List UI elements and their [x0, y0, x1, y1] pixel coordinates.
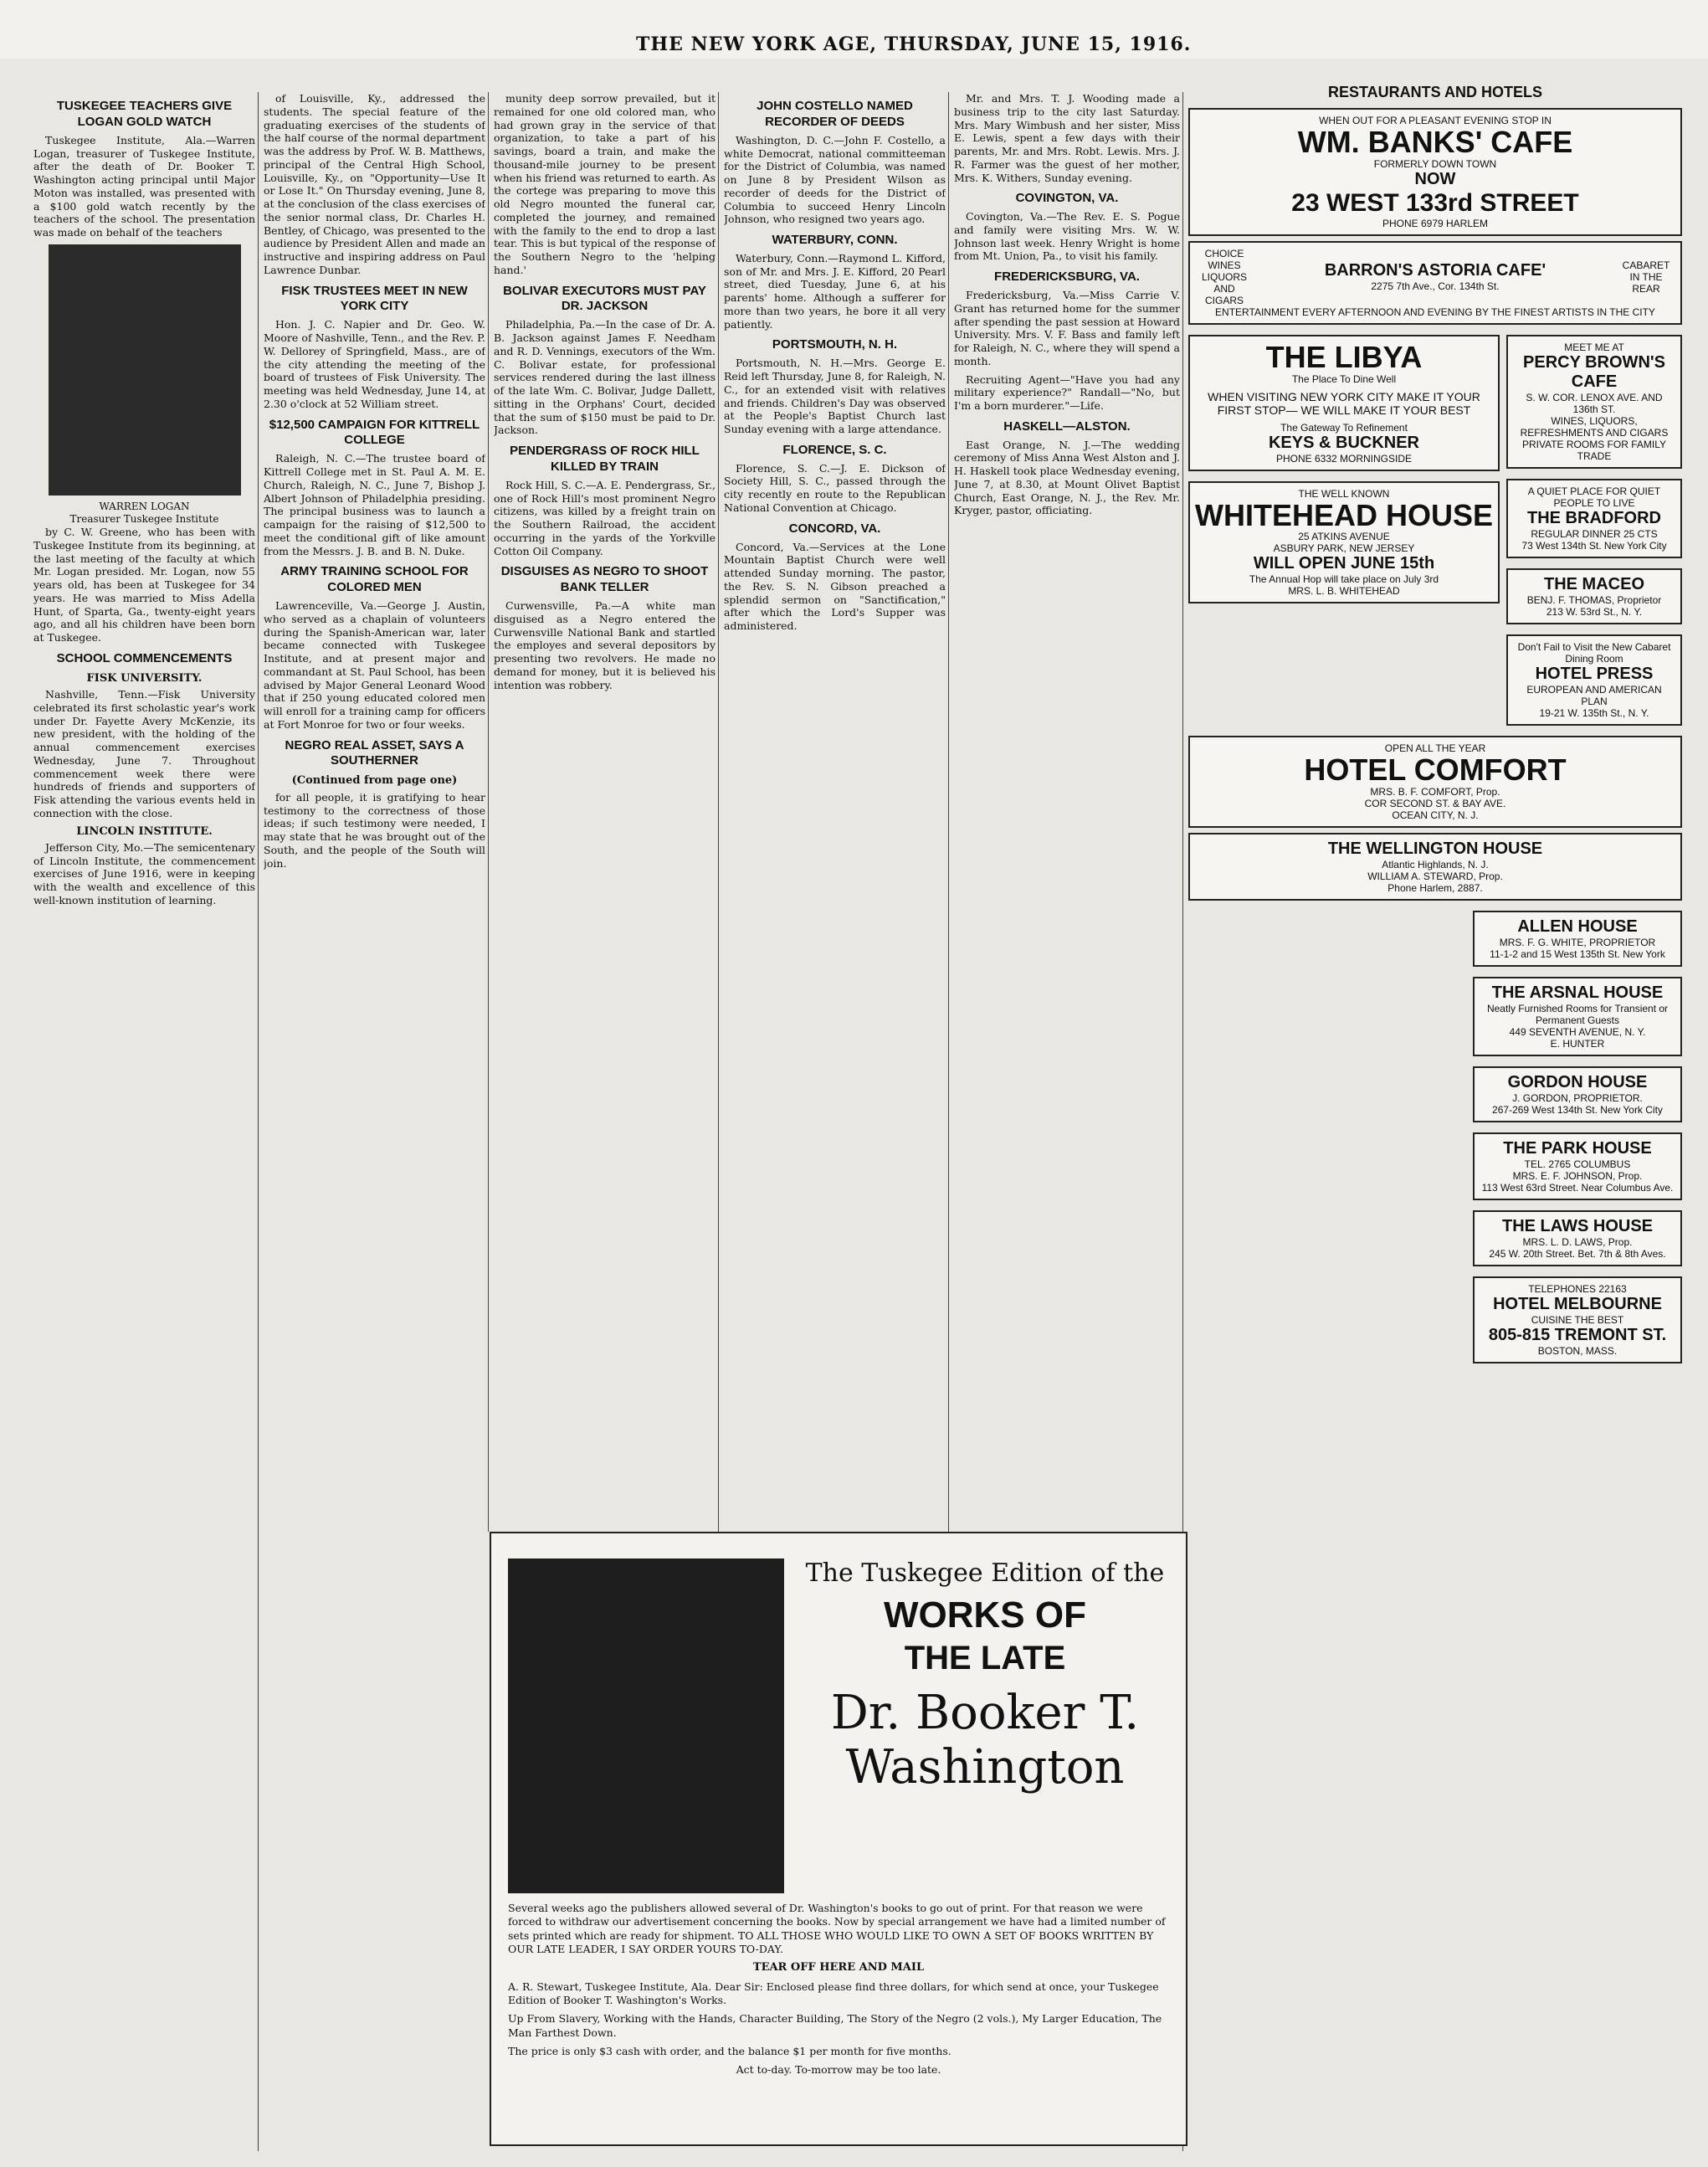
article-fisk: Nashville, Tenn.—Fisk University celebrated its first scholastic year's work under Dr. Fayette Avery McKenzie, its new president, with the holding of the annual commencement exercises Wednesday, June 7. Throughout commencement week there were hundreds of friends and supporters of Fisk attending the various events held in connection with the close. [33, 688, 255, 819]
column-rule [258, 92, 259, 2151]
price-text: The price is only $3 cash with order, and the balance $1 per month for five months. [508, 2044, 951, 2057]
ad-address: Atlantic Highlands, N. J. [1382, 858, 1489, 870]
headline-waterbury: WATERBURY, CONN. [772, 233, 898, 248]
ad-text: ENTERTAINMENT EVERY AFTERNOON AND EVENING BY THE FINEST ARTISTS IN THE CITY [1215, 306, 1655, 318]
caption-name: WARREN LOGAN [99, 500, 190, 512]
ad-text: CHOICE WINES LIQUORS AND CIGARS [1201, 247, 1247, 306]
order-form-text: A. R. Stewart, Tuskegee Institute, Ala. Dear Sir: Enclosed please find three dollars, for which send at once, your Tuskegee Edition of Booker T. Washington's Works. [508, 1980, 1159, 2007]
article-lincoln: Jefferson City, Mo.—The semicentenary of Lincoln Institute, the commencement exercises of June 1916, were in keeping with the wealth and excellence of this well-known institution of learning. [33, 840, 255, 906]
continued-note: (Continued from page one) [291, 774, 458, 788]
tear-off-line: TEAR OFF HERE AND MAIL [752, 1961, 925, 1974]
ad-libya [1188, 335, 1500, 471]
ad-address: 19-21 W. 135th St., N. Y. [1539, 706, 1649, 719]
ad-owner: MRS. L. B. WHITEHEAD [1288, 585, 1400, 598]
masthead [0, 0, 1708, 59]
booker-title-line: WORKS OF [884, 1594, 1086, 1636]
ad-text: MEET ME AT [1564, 341, 1624, 353]
article-disguises: Curwensville, Pa.—A white man disguised as a Negro entered the Curwensville National Bank and startled the employes and several depositors by presenting two revolvers. He made no demand for money, but it is believed his intention was robbery. [494, 599, 716, 691]
ad-text: EUROPEAN AND AMERICAN PLAN [1526, 683, 1662, 707]
book-titles: Up From Slavery, Working with the Hands, Character Building, The Story of the Negro (2 vols.), My Larger Education, The Man Farthest Down. [508, 2012, 1162, 2039]
ad-owner: MRS. E. F. JOHNSON, Prop. [1512, 1169, 1643, 1182]
column-rule [948, 92, 949, 1532]
ad-address: COR SECOND ST. & BAY AVE. [1364, 797, 1506, 809]
ad-address: 2275 7th Ave., Cor. 134th St. [1371, 280, 1500, 293]
column-4 [724, 92, 946, 1523]
article-logan-intro: Tuskegee Institute, Ala.—Warren Logan, treasurer of Tuskegee Institute, after the death of Dr. Booker T. Washington acting principal until Major Moton was installed, was presented with a $100 gold watch recently by the teachers of the school. The presentation was made on behalf of the teachers [33, 133, 255, 239]
ad-whitehead-house [1188, 481, 1500, 604]
ad-maceo [1506, 568, 1682, 624]
booker-title-line: The Tuskegee Edition of the [805, 1558, 1165, 1588]
ad-text: WHEN VISITING NEW YORK CITY MAKE IT YOUR FIRST STOP— WE WILL MAKE IT YOUR BEST [1208, 389, 1480, 417]
ad-phone: TELEPHONES 22163 [1528, 1282, 1627, 1295]
ad-name: BARRON'S ASTORIA CAFE' [1324, 261, 1546, 280]
headline-fisk: FISK UNIVERSITY. [86, 671, 203, 685]
headline-negro-asset: NEGRO REAL ASSET, SAYS A SOUTHERNER [285, 737, 464, 768]
headline-fredericksburg: FREDERICKSBURG, VA. [994, 270, 1140, 285]
ad-text: Neatly Furnished Rooms for Transient or Permanent Guests [1486, 1002, 1669, 1026]
column-1 [33, 92, 255, 2151]
ad-owner: J. GORDON, PROPRIETOR. [1512, 1091, 1643, 1104]
ad-hotel-press [1506, 634, 1682, 726]
ad-text: NOW [1414, 169, 1456, 188]
ad-address: 25 ATKINS AVENUE [1298, 531, 1390, 543]
ad-laws-house [1473, 1210, 1682, 1266]
ad-name: THE LIBYA [1265, 339, 1423, 374]
ad-owner: WILLIAM A. STEWARD, Prop. [1367, 870, 1503, 882]
ad-address: OCEAN CITY, N. J. [1392, 809, 1479, 821]
ad-allen-house [1473, 911, 1682, 967]
ad-text: CABARET IN THE REAR [1622, 259, 1670, 295]
ad-phone: PHONE 6979 HARLEM [1382, 217, 1489, 229]
headline-haskell: HASKELL—ALSTON. [1003, 419, 1131, 434]
headline-costello: JOHN COSTELLO NAMED RECORDER OF DEEDS [757, 99, 913, 129]
ad-gordon-house [1473, 1066, 1682, 1122]
joke-recruiting: Recruiting Agent—"Have you had any military experience?" Randall—"No, but I'm a born murderer."—Life. [954, 372, 1180, 413]
article-negro-asset: for all people, it is gratifying to hear testimony to the correctness of those ideas; if such testimony were needed, I may state that he was brought out of the South, and the people of the South will join. [264, 790, 485, 870]
booker-footer: Act to-day. To-morrow may be too late. [736, 2063, 941, 2077]
headline-disguises: DISGUISES AS NEGRO TO SHOOT BANK TELLER [500, 564, 709, 595]
ad-name: THE ARSNAL HOUSE [1491, 983, 1664, 1002]
ad-hotel-melbourne [1473, 1276, 1682, 1363]
headline-fisk-trustees: FISK TRUSTEES MEET IN NEW YORK CITY [281, 283, 468, 314]
ad-bradford [1506, 479, 1682, 558]
headline-florence: FLORENCE, S. C. [782, 442, 887, 457]
ad-name: WHITEHEAD HOUSE [1195, 497, 1494, 532]
ad-wellington-house [1188, 833, 1682, 901]
ad-address: BOSTON, MASS. [1537, 1344, 1618, 1357]
article-bolivar: Philadelphia, Pa.—In the case of Dr. A. B. Jackson against James F. Needham and R. D. Vennings, executors of the Wm. C. Bolivar estate, for professional services rendered during the last illness of the late Wm. C. Bolivar, Judge Dallett, sitting in the Orphans' Court, decided that the sum of $150 must be paid to Dr. Jackson. [494, 318, 716, 437]
ad-address: 73 West 134th St. New York City [1521, 539, 1667, 552]
headline-logan: TUSKEGEE TEACHERS GIVE LOGAN GOLD WATCH [56, 99, 233, 129]
ad-owner: MRS. L. D. LAWS, Prop. [1522, 1235, 1633, 1248]
article-waterbury: Waterbury, Conn.—Raymond L. Kifford, son of Mr. and Mrs. J. E. Kifford, 20 Pearl street, died Tuesday, June 6, at his parents' home. Although a sufferer for more than two years, he bore it all very patiently. [724, 251, 946, 331]
ad-address: 11-1-2 and 15 West 135th St. New York [1490, 947, 1665, 960]
column-5 [954, 92, 1180, 1523]
article-army: Lawrenceville, Va.—George J. Austin, who served as a chaplain of volunteers during the Spanish-American war, later became connected with Tuskegee Institute, and at present major and commandant at St. Paul School, has been advised by Major General Leonard Wood that if 250 young educated colored men will enroll for a training camp for officers at Fort Monroe for two or four weeks. [264, 599, 485, 731]
caption-title: Treasurer Tuskegee Institute [69, 512, 219, 525]
newspaper-title: THE NEW YORK AGE, THURSDAY, JUNE 15, 1916. [636, 33, 1192, 55]
article-covington: Covington, Va.—The Rev. E. S. Pogue and family were visiting Mrs. W. W. Johnson last week. Henry Wright is home from Mt. Union, Pa., to visit his family. [954, 210, 1180, 263]
ad-owner: KEYS & BUCKNER [1268, 433, 1420, 452]
ad-text: FORMERLY DOWN TOWN [1373, 157, 1497, 170]
article-florence: Florence, S. C.—J. E. Dickson of Society Hill, S. C., passed through the city recently en route to the Republican National Convention at Chicago. [724, 461, 946, 514]
booker-title [801, 1558, 1169, 1795]
booker-title-line: Dr. Booker T. Washington [830, 1686, 1140, 1795]
ad-arsnal-house [1473, 977, 1682, 1056]
ad-address: ASBURY PARK, NEW JERSEY [1273, 542, 1415, 555]
column-rule [488, 92, 489, 1532]
headline-covington: COVINGTON, VA. [1015, 191, 1119, 206]
ad-name: THE WELLINGTON HOUSE [1327, 839, 1543, 858]
article-continued: munity deep sorrow prevailed, but it remained for one old colored man, who had grown gray in the service of that organization, to take a part of his savings, board a train, and make the thousand-mile journey to be present when his friend was returned to earth. As the cortege was preparing to move this old Negro mounted the funeral car, completed the journey, and remained with the family to the end to drop a last tear. This is but typical of the response of the Southern Negro to the 'helping hand.' [494, 92, 716, 276]
ad-name: HOTEL COMFORT [1304, 752, 1567, 787]
ads-column [1188, 84, 1682, 2143]
ad-text: Don't Fail to Visit the New Cabaret Dining Room [1517, 640, 1671, 665]
article-fredericksburg: Fredericksburg, Va.—Miss Carrie V. Grant has returned home for the summer after spending the past session at Howard University. Mrs. V. F. Bass and family left for Raleigh, N. C., where they will spend a month. [954, 289, 1180, 367]
ad-owner: MRS. B. F. COMFORT, Prop. [1370, 785, 1500, 798]
booker-title-line: THE LATE [904, 1640, 1066, 1677]
ad-address: 805-815 TREMONT ST. [1488, 1325, 1667, 1344]
article-continued: of Louisville, Ky., addressed the students. The special feature of the graduating exercises of the students of the half course of the normal department was the address by Prof. W. B. Matthews, principal of the Central High School, Louisville, Ky., on "Opportunity—Use It or Lose It." On Thursday evening, June 8, at the conclusion of the class exercises of the senior normal class, Dr. Charles H. Bentley, of Chicago, was presented to the audience by President Allen and made an instructive and inspiring address on Paul Lawrence Dunbar. [264, 92, 485, 276]
ad-text: THE WELL KNOWN [1298, 487, 1390, 500]
ad-barrons-cafe [1188, 241, 1682, 325]
headline-bolivar: BOLIVAR EXECUTORS MUST PAY DR. JACKSON [503, 283, 706, 314]
article-haskell: East Orange, N. J.—The wedding ceremony of Miss Anna West Alston and J. H. Haskell took place Wednesday evening, June 7, at 8.30, at Mount Olivet Baptist Church, East Orange, N. J., the Rev. Mr. Kryger, pastor, officiating. [954, 438, 1180, 517]
booker-text: Several weeks ago the publishers allowed several of Dr. Washington's books to go out of print. For that reason we were forced to withdraw our advertisement concerning the books. Now by special arrangement we have had a limited number of sets printed which are ready for shipment. TO ALL THOSE WHO WOULD LIKE TO OWN A SET OF BOOKS WRITTEN BY OUR LATE LEADER, I SAY ORDER YOURS TO-DAY. [508, 1902, 1166, 1955]
ads-section-title: RESTAURANTS AND HOTELS [1328, 84, 1542, 100]
ad-text: A QUIET PLACE FOR QUIET PEOPLE TO LIVE [1527, 485, 1661, 509]
ad-name: ALLEN HOUSE [1517, 917, 1638, 936]
ad-owner: MRS. F. G. WHITE, PROPRIETOR [1499, 936, 1656, 948]
ad-name: PERCY BROWN'S CAFE [1523, 352, 1665, 391]
portrait-warren-logan [49, 244, 241, 496]
ad-name: GORDON HOUSE [1507, 1072, 1648, 1091]
ad-phone: TEL. 2765 COLUMBUS [1524, 1158, 1631, 1170]
ad-name: THE MACEO [1544, 574, 1644, 593]
ad-text: OPEN ALL THE YEAR [1384, 742, 1486, 754]
ad-owner: E. HUNTER [1550, 1037, 1605, 1050]
article-logan-body: by C. W. Greene, who has been with Tuskegee Institute from its beginning, at the last meeting of the faculty at which Mr. Logan presided. Mr. Logan, now 55 years old, has been at Tuskegee for 34 years. He was married to Miss Adella Hunt, of Sparta, Ga., twenty-eight years ago, and all his children have been born at Tuskegee. [33, 526, 255, 644]
article-pendergrass: Rock Hill, S. C.—A. E. Pendergrass, Sr., one of Rock Hill's most prominent Negro citizens, was killed by a freight train on the Southern Railroad, the accident occurring in the yards of the Yorkville Cotton Oil Company. [494, 478, 716, 557]
booker-body [508, 1902, 1169, 2077]
ad-address: S. W. COR. LENOX AVE. AND 136th ST. [1526, 391, 1663, 415]
ad-text: CUISINE THE BEST [1531, 1313, 1624, 1326]
ad-phone: Phone Harlem, 2887. [1387, 881, 1483, 894]
ad-text: WHEN OUT FOR A PLEASANT EVENING STOP IN [1319, 115, 1552, 126]
ad-phone: PHONE 6332 MORNINGSIDE [1275, 452, 1413, 465]
article-portsmouth: Portsmouth, N. H.—Mrs. George E. Reid left Thursday, June 8, for Raleigh, N. C., for an extended visit with relatives and friends. Children's Day was observed at the People's Baptist Church last Sunday evening with a large attendance. [724, 357, 946, 436]
column-3 [494, 92, 716, 1523]
ad-owner: BENJ. F. THOMAS, Proprietor [1526, 593, 1662, 606]
section-school-commencements: SCHOOL COMMENCEMENTS [56, 650, 233, 665]
headline-pendergrass: PENDERGRASS OF ROCK HILL KILLED BY TRAIN [510, 444, 700, 474]
ad-text: WILL OPEN JUNE 15th [1253, 554, 1435, 573]
ad-slogan: The Place To Dine Well [1291, 372, 1397, 385]
headline-army: ARMY TRAINING SCHOOL FOR COLORED MEN [280, 564, 469, 595]
headline-lincoln: LINCOLN INSTITUTE. [76, 824, 213, 838]
ad-text: The Annual Hop will take place on July 3rd [1249, 573, 1439, 586]
ad-name: HOTEL MELBOURNE [1493, 1294, 1662, 1313]
ad-name: WM. BANKS' CAFE [1297, 125, 1573, 159]
ad-name: THE PARK HOUSE [1503, 1138, 1652, 1158]
ad-booker-washington-works [490, 1532, 1187, 2146]
article-kittrell: Raleigh, N. C.—The trustee board of Kittrell College met in St. Paul A. M. E. Church, Raleigh, N. C., June 7, Bishop J. Albert Johnson of Philadelphia presiding. The principal business was to launch a campaign for the raising of $12,500 to meet the conditional gift of like amount from the Messrs. J. B. and B. N. Duke. [264, 452, 485, 557]
ad-address: 449 SEVENTH AVENUE, N. Y. [1509, 1025, 1646, 1038]
column-2 [264, 92, 485, 2151]
ad-address: 23 WEST 133rd STREET [1291, 188, 1579, 217]
ad-address: 267-269 West 134th St. New York City [1492, 1103, 1663, 1116]
books-photo [508, 1558, 784, 1893]
ad-hotel-comfort [1188, 736, 1682, 828]
ad-park-house [1473, 1132, 1682, 1200]
ad-address: 113 West 63rd Street. Near Columbus Ave. [1481, 1181, 1674, 1194]
headline-kittrell: $12,500 CAMPAIGN FOR KITTRELL COLLEGE [269, 417, 480, 448]
ad-name: HOTEL PRESS [1535, 664, 1654, 683]
ad-name: THE BRADFORD [1527, 508, 1661, 527]
article-costello: Washington, D. C.—John F. Costello, a white Democrat, national committeeman for the District of Columbia, was named on June 8 by President Wilson as recorder of deeds for the District of Columbia to succeed Henry Lincoln Johnson, who resigned two years ago. [724, 133, 946, 226]
ad-banks-cafe [1188, 108, 1682, 236]
article-personals: Mr. and Mrs. T. J. Wooding made a business trip to the city last Saturday. Mrs. Mary Wimbush and her sister, Miss E. Lewis, spent a few days with their parents, Mr. and Mrs. Robt. Lewis. Mrs. J. R. Farmer was the guest of her mother, Mrs. K. Withers, Sunday evening. [954, 92, 1180, 184]
ad-name: THE LAWS HOUSE [1501, 1216, 1653, 1235]
ad-text: REGULAR DINNER 25 CTS [1531, 527, 1658, 540]
ad-slogan: The Gateway To Refinement [1280, 421, 1408, 434]
article-fisk-trustees: Hon. J. C. Napier and Dr. Geo. W. Moore of Nashville, Tenn., and the Rev. P. W. Dellorey of Springfield, Mass., are of the city attending the meeting of the board of trustees of Fisk University. The meeting was held Wednesday, June 14, at 2.30 o'clock at 52 William street. [264, 318, 485, 410]
ad-text: WINES, LIQUORS, REFRESHMENTS AND CIGARS [1520, 414, 1669, 439]
ad-text: PRIVATE ROOMS FOR FAMILY TRADE [1521, 438, 1667, 462]
headline-portsmouth: PORTSMOUTH, N. H. [772, 337, 898, 352]
column-rule [718, 92, 719, 1532]
ad-address: 213 W. 53rd St., N. Y. [1546, 605, 1643, 618]
headline-concord: CONCORD, VA. [788, 521, 881, 536]
ad-percy-browns-cafe [1506, 335, 1682, 469]
article-concord: Concord, Va.—Services at the Lone Mountain Baptist Church were well attended Sunday morning. The pastor, the Rev. S. N. Gibson preached a splendid sermon on "Sanctification," after which the Lord's Supper was administered. [724, 540, 946, 633]
ad-address: 245 W. 20th Street. Bet. 7th & 8th Aves. [1489, 1247, 1666, 1260]
